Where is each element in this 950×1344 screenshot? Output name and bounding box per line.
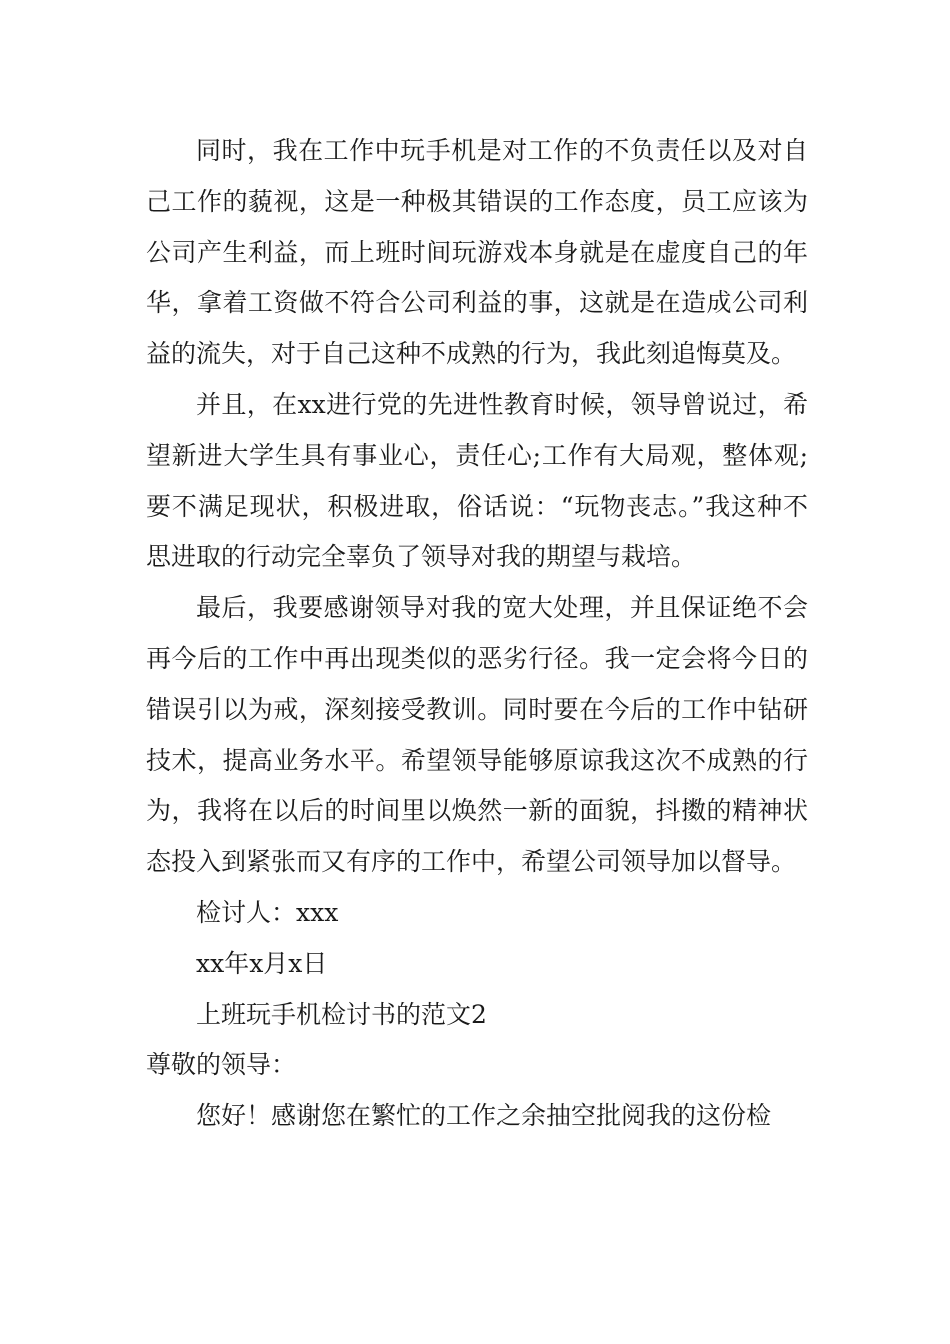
date-line: xx年x月x日	[196, 948, 328, 978]
paragraph-3: 最后，我要感谢领导对我的宽大处理，并且保证绝不会再今后的工作中再出现类似的恶劣行径。我一定会将今日的错误引以为戒，深刻接受教训。同时要在今后的工作中钻研技术，提高业务水平。希望领导能够原谅我这次不成熟的行为，我将在以后的时间里以焕然一新的面貌，抖擞的精神状态投入到紧张而又有序的工作中，希望公司领导加以督导。	[146, 593, 808, 877]
opening-line: 您好！感谢您在繁忙的工作之余抽空批阅我的这份检	[196, 1101, 772, 1131]
paragraph-1: 同时，我在工作中玩手机是对工作的不负责任以及对自己工作的藐视，这是一种极其错误的工作态度，员工应该为公司产生利益，而上班时间玩游戏本身就是在虚度自己的年华，拿着工资做不符合公司利益的事，这就是在造成公司利益的流失，对于自己这种不成熟的行为，我此刻追悔莫及。	[146, 136, 808, 369]
paragraph-2: 并且，在xx进行党的先进性教育时候，领导曾说过，希望新进大学生具有事业心，责任心;工作有大局观，整体观;要不满足现状，积极进取，俗话说：“玩物丧志。”我这种不思进取的行动完全辜负了领导对我的期望与栽培。	[146, 389, 808, 572]
signer-line: 检讨人：xxx	[196, 897, 339, 927]
document-body	[146, 126, 808, 1142]
section-title: 上班玩手机检讨书的范文2	[196, 999, 487, 1029]
salutation: 尊敬的领导：	[146, 1050, 297, 1080]
